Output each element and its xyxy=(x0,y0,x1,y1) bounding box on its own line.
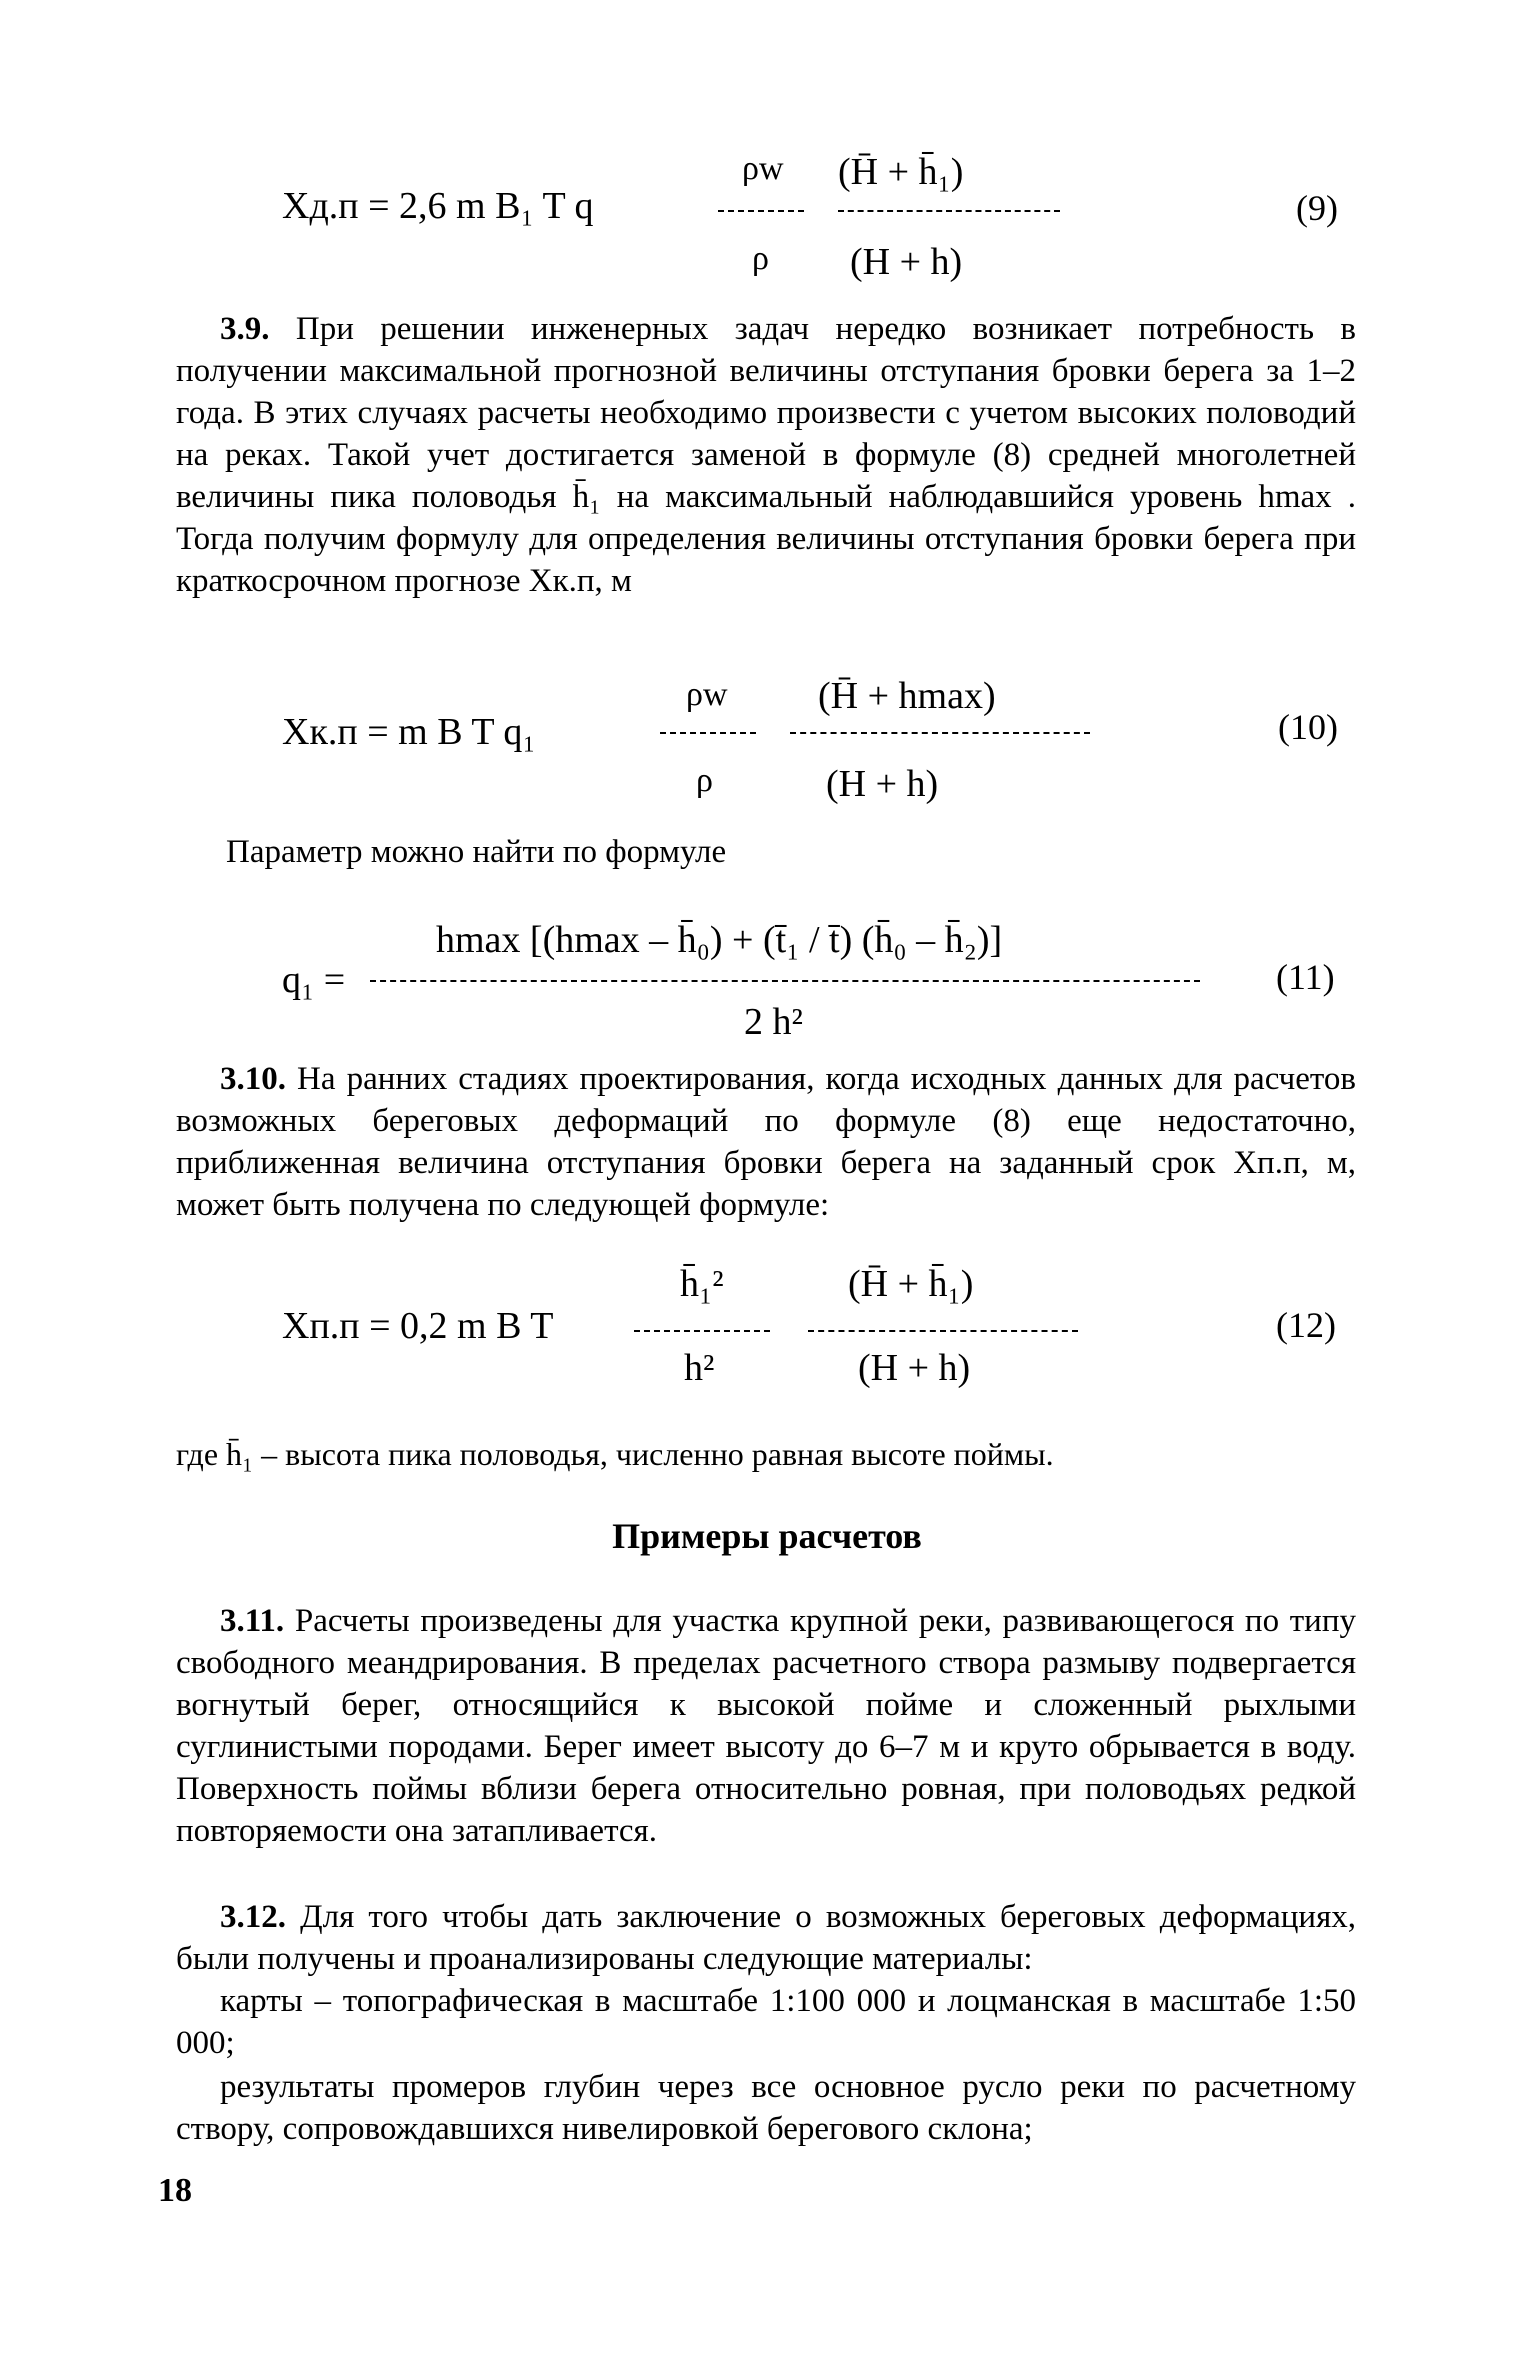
formula-11-lhs: q₁ = xyxy=(282,959,346,1001)
equation-number-9: (9) xyxy=(1296,188,1338,228)
materials-item-maps-text: карты – топографическая в масштабе 1:100 000 и лоцманская в масштабе 1:50 000; xyxy=(176,1983,1356,2061)
section-heading: Примеры расчетов xyxy=(612,1516,922,1556)
formula-12-lhs: Xп.п = 0,2 m B T xyxy=(282,1305,554,1347)
paragraph-3-11-text: Расчеты произведены для участка крупной реки, развивающегося по типу свободного меандрирования. В пределах расчетного створа размыву подвергается вогнутый берег, относящийся к высокой пойме и сложенный рыхлыми суглинистыми породами. Берег имеет высоту до 6–7 м и круто обрывается в воду. Поверхность поймы вблизи берега относительно ровная, при половодьях редкой повторяемости она затапливается. xyxy=(176,1603,1357,1849)
formula-9-frac-line xyxy=(838,210,1060,212)
formula-9-rho-den: ρ xyxy=(752,240,769,277)
formula-10-rho-line xyxy=(660,732,756,734)
parameter-text: Параметр можно найти по формуле xyxy=(226,834,727,870)
formula-11-frac-line xyxy=(370,980,1200,982)
equation-number-11: (11) xyxy=(1276,957,1335,997)
formula-11-frac-den: 2 h² xyxy=(744,1001,803,1043)
paragraph-3-10 xyxy=(176,1058,1356,1226)
equation-number-12: (12) xyxy=(1276,1305,1336,1345)
paragraph-3-9-text: При решении инженерных задач нередко возникает потребность в получении максимальной прогнозной величины отступания бровки берега за 1–2 года. В этих случаях расчеты необходимо произвести с учетом высоких половодий на реках. Такой учет достигается заменой в формуле (8) средней многолетней величины пика половодья h̄₁ на максимальный наблюдавшийся уровень hmax . Тогда получим формулу для определения величины отступания бровки берега при краткосрочном прогнозе Xк.п, м xyxy=(176,311,1357,599)
formula-12-frac-num: (H̄ + h̄₁) xyxy=(848,1263,974,1305)
formula-11-frac-num: hmax [(hmax – h̄₀) + (t̄₁ / t̄) (h̄₀ – h̄₂)] xyxy=(436,919,1003,961)
paragraph-3-12-number: 3.12. xyxy=(220,1899,286,1935)
paragraph-3-11 xyxy=(176,1600,1356,1852)
materials-item-soundings-text: результаты промеров глубин через все основное русло реки по расчетному створу, сопровождавшихся нивелировкой берегового склона; xyxy=(176,2069,1356,2147)
formula-9-rho-num: ρw xyxy=(742,150,784,187)
formula-10-frac-num: (H̄ + hmax) xyxy=(818,675,996,717)
formula-9-frac-den: (H + h) xyxy=(850,241,963,283)
formula-9-rho-line xyxy=(718,210,804,212)
formula-10-frac-den: (H + h) xyxy=(826,763,939,805)
formula-9-frac-num: (H̄ + h̄₁) xyxy=(838,151,964,193)
formula-12-frac1-line xyxy=(634,1330,770,1332)
paragraph-3-9-number: 3.9. xyxy=(220,311,270,347)
paragraph-3-9 xyxy=(176,308,1356,602)
paragraph-3-12-text: Для того чтобы дать заключение о возможных береговых деформациях, были получены и проанализированы следующие материалы: xyxy=(176,1899,1357,1977)
formula-10-rho-den: ρ xyxy=(696,762,713,799)
formula-9-lhs: Xд.п = 2,6 m B₁ T q xyxy=(282,185,594,227)
paragraph-3-12 xyxy=(176,1896,1356,1980)
paragraph-3-10-number: 3.10. xyxy=(220,1061,286,1097)
materials-item-soundings xyxy=(176,2066,1356,2150)
materials-item-maps xyxy=(176,1980,1356,2064)
formula-10-rho-num: ρw xyxy=(686,676,728,713)
paragraph-3-11-number: 3.11. xyxy=(220,1603,285,1639)
formula-12-frac-line xyxy=(808,1330,1078,1332)
page-number: 18 xyxy=(158,2172,192,2209)
paragraph-3-10-text: На ранних стадиях проектирования, когда исходных данных для расчетов возможных береговых деформаций по формуле (8) еще недостаточно, приближенная величина отступания бровки берега на заданный срок Xп.п, м, может быть получена по следующей формуле: xyxy=(176,1061,1356,1223)
formula-10-lhs: Xк.п = m B T q₁ xyxy=(282,711,536,753)
formula-12-frac1-den: h² xyxy=(684,1347,715,1389)
formula-12-frac-den: (H + h) xyxy=(858,1347,971,1389)
where-text: где h̄₁ – высота пика половодья, численно равная высоте поймы. xyxy=(176,1436,1054,1472)
formula-12-frac1-num: h̄₁² xyxy=(680,1263,724,1305)
formula-10-frac-line xyxy=(790,732,1090,734)
equation-number-10: (10) xyxy=(1278,707,1338,747)
